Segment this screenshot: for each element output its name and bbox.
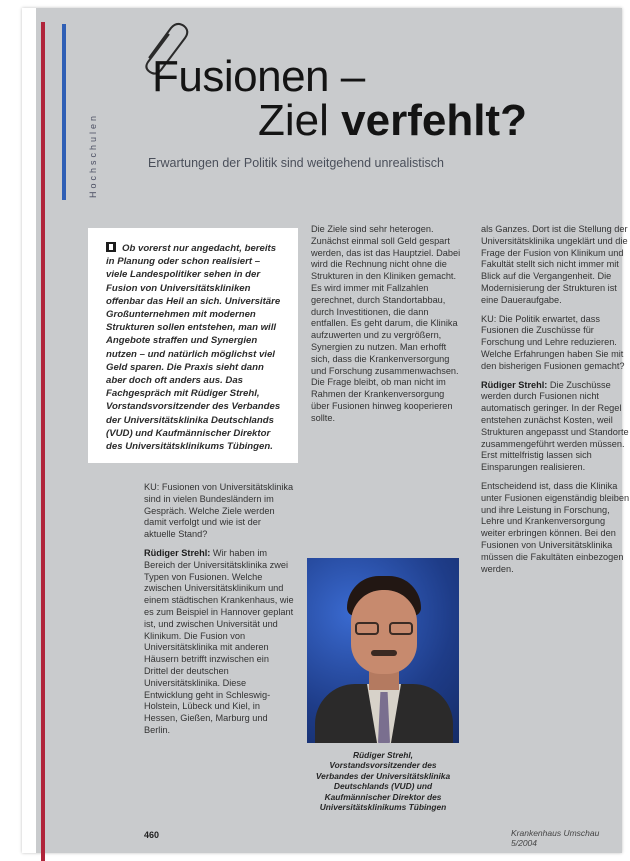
title-bold-part: verfehlt?: [341, 96, 527, 145]
section-label: Hochschulen: [88, 112, 98, 198]
photo-caption: Rüdiger Strehl, Vorstandsvorsitzender des Verbandes der Universitätsklinika Deutschlands (VUD) und Kaufmännischer Direktor des Universitätsklinikums Tübingen: [315, 750, 451, 813]
intro-text: Ob vorerst nur angedacht, bereits in Planung oder schon realisiert – viele Landespolitiker sehen in der Fusion von Universitätskliniken offenbar das Heil an sich. Universitäre Großunternehmen mit modernen Strukturen sollen entstehen, man will Angebote straffen und Synergien nutzen – und natürlich möglichst viel Geld sparen. Die Praxis sieht dann aber doch oft anders aus. Das Fachgespräch mit Rüdiger Strehl, Vorstandsvorsitzender des Verbandes der Universitätsklinika Deutschlands (VUD) und Kaufmännischer Direktor des Universitätsklinikums Tübingen.: [106, 243, 281, 453]
paragraph: [144, 548, 294, 737]
magazine-page: [22, 8, 630, 853]
portrait-photo: [307, 558, 459, 743]
article-column-1: [144, 482, 294, 822]
paragraph: [481, 481, 630, 575]
page-title-line-1: Fusionen –: [152, 52, 365, 101]
blue-accent-bar: [62, 24, 66, 200]
paragraph: [144, 482, 294, 541]
page-subtitle: Erwartungen der Politik sind weitgehend unrealistisch: [148, 156, 444, 170]
paragraph-text: Wir haben im Bereich der Universitätsklinika zwei Typen von Fusionen. Welche zwischen Universitätsklinikum und einem städtischen Krankenhaus, wie es zum Beispiel in Hannover geplant ist, und zwischen Universität und Klinikum. Die Fusion von Universitätsklinika mit anderen Häusern betrifft inzwischen ein Drittel der deutschen Universitätsklinika. Diese Entwicklung geht in Schleswig-Holstein, Lübeck und Kiel, in Hessen, Gießen, Marburg und Berlin.: [144, 547, 294, 735]
paragraph-text: Entscheidend ist, dass die Klinika unter Fusionen eigenständig bleiben und ihre Leistung in Forschung, Lehre und Krankenversorgung weiter erbringen können. Bei den Fusionen von Universitätsklinika müssen die Fakultäten einbezogen werden.: [481, 480, 630, 574]
intro-box: [88, 228, 298, 463]
article-column-3: [481, 224, 630, 814]
red-accent-bar: [41, 22, 45, 861]
portrait-glasses: [355, 622, 413, 636]
paragraph-text: KU: Fusionen von Universitätsklinika sind in vielen Bundesländern im Gespräch. Welche Ziele werden damit verfolgt und wie ist der aktuelle Stand?: [144, 482, 294, 540]
paragraph-text: KU: Die Politik erwartet, dass Fusionen die Zuschüsse für Forschung und Lehre reduzieren. Welche Erfahrungen haben Sie mit den bisherigen Fusionen gemacht?: [481, 313, 625, 371]
paragraph: [311, 224, 461, 425]
paragraph-text: Die Zuschüsse werden durch Fusionen nicht automatisch geringer. In der Regel entstehen zunächst Kosten, weil Strukturen angepasst und Standorte zusammengeführt werden müssen. Erst mittelfristig lassen sich Einsparungen realisieren.: [481, 379, 629, 473]
publication-source: Krankenhaus Umschau 5/2004: [511, 828, 600, 848]
paragraph: [481, 224, 630, 307]
paragraph-text: Die Ziele sind sehr heterogen. Zunächst einmal soll Geld gespart werden, das ist das Hauptziel. Dabei wird die Rechnung nicht ohne die Strukturen in den Kliniken gemacht. Es wird immer mit Fallzahlen gerechnet, durch Standortabbau, durch Investitionen, die dann entfallen. Es geht darum, die Klinika aufzuwerten und zu vergrößern, Synergien zu nutzen. Man erhofft sich, dass die Krankenversorgung und Forschung zusammenwachsen. Die Frage bleibt, ob man nicht im Rahmen der Krankenversorgung über Fusionen hinweg kooperieren sollte.: [311, 224, 461, 423]
article-column-2: [311, 224, 461, 540]
speaker-label: Rüdiger Strehl:: [481, 379, 548, 390]
paragraph-text: als Ganzes. Dort ist die Stellung der Universitätsklinika ungeklärt und die Frage der Fusion von Klinikum und Fakultät stellt sich nicht immer mit Blick auf die Vergangenheit. Die Modernisierung der Strukturen ist eine Daueraufgabe.: [481, 224, 628, 305]
paragraph: [481, 314, 630, 373]
paragraph: [481, 380, 630, 474]
page-number: 460: [144, 830, 160, 840]
page-title-line-2: [258, 96, 527, 146]
portrait-mustache: [371, 650, 397, 656]
speaker-label: Rüdiger Strehl:: [144, 547, 211, 558]
page-margin: [22, 8, 36, 853]
title-regular-part: Ziel: [258, 96, 342, 145]
arrow-square-icon: [106, 242, 116, 252]
